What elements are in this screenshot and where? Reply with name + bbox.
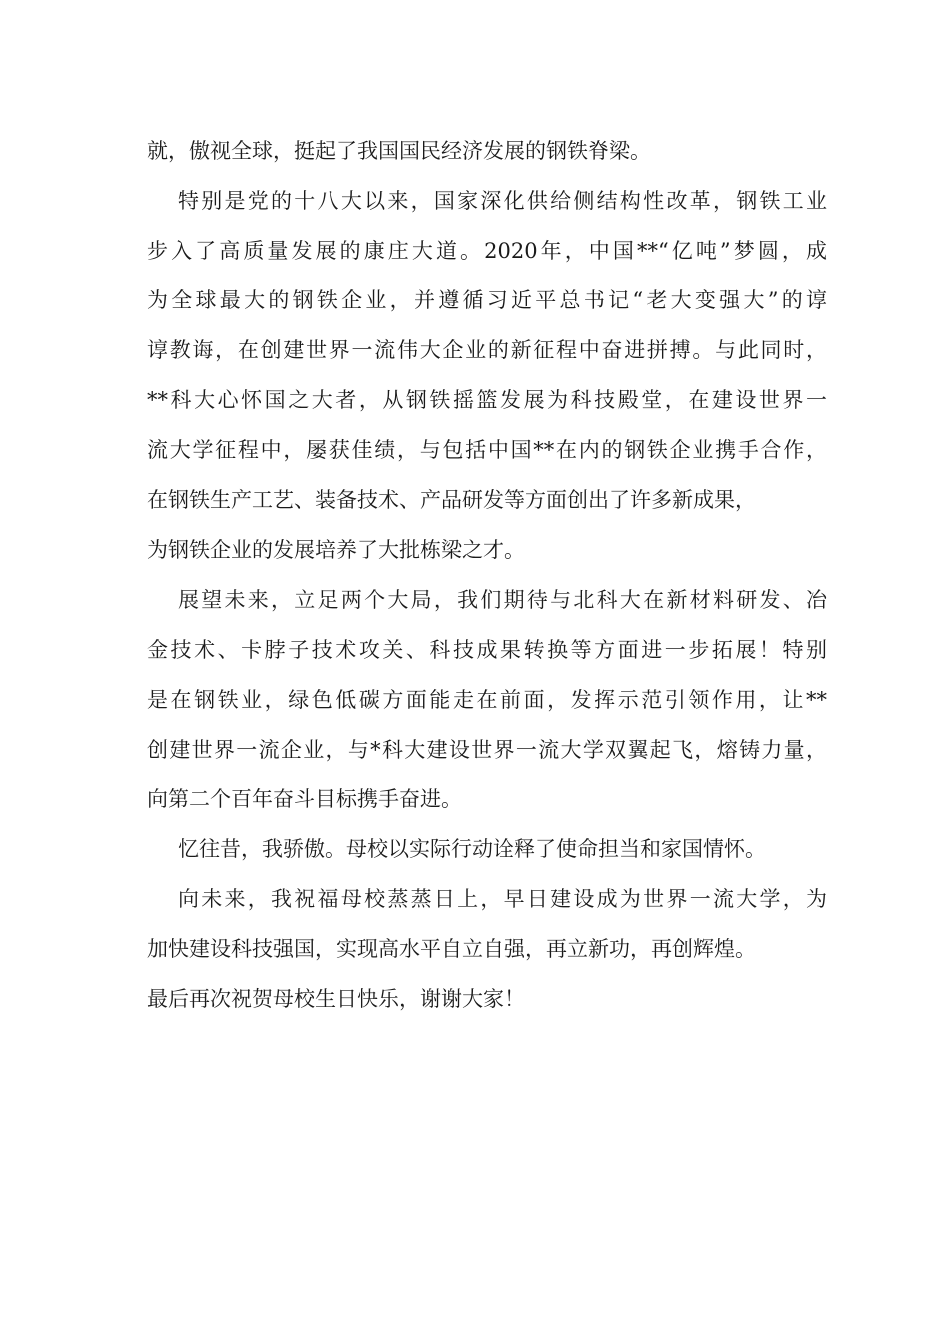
text-line-4: 为全球最大的钢铁企业，并遵循习近平总书记“老大变强大”的谆 <box>147 288 827 312</box>
text-line-9: 为钢铁企业的发展培养了大批栋梁之才。 <box>147 538 525 562</box>
text-line-18: 最后再次祝贺母校生日快乐，谢谢大家！ <box>147 987 525 1011</box>
text-line-12: 是在钢铁业，绿色低碳方面能走在前面，发挥示范引领作用，让** <box>147 688 827 712</box>
text-line-16: 向未来，我祝福母校蒸蒸日上，早日建设成为世界一流大学，为 <box>178 887 827 911</box>
text-line-2: 特别是党的十八大以来，国家深化供给侧结构性改革，钢铁工业 <box>178 189 827 213</box>
text-line-6: **科大心怀国之大者，从钢铁摇篮发展为科技殿堂，在建设世界一 <box>147 388 827 412</box>
text-line-13: 创建世界一流企业，与*科大建设世界一流大学双翼起飞，熔铸力量， <box>147 738 827 762</box>
text-line-3: 步入了高质量发展的康庄大道。2020年，中国**“亿吨”梦圆，成 <box>147 239 827 263</box>
text-line-11: 金技术、卡脖子技术攻关、科技成果转换等方面进一步拓展！特别 <box>147 638 827 662</box>
text-line-10: 展望未来，立足两个大局，我们期待与北科大在新材料研发、冶 <box>178 588 827 612</box>
text-line-7: 流大学征程中，屡获佳绩，与包括中国**在内的钢铁企业携手合作， <box>147 438 827 462</box>
text-line-5: 谆教诲，在创建世界一流伟大企业的新征程中奋进拼搏。与此同时， <box>147 338 827 362</box>
text-line-17: 加快建设科技强国，实现高水平自立自强，再立新功，再创辉煌。 <box>147 937 756 961</box>
text-line-8: 在钢铁生产工艺、装备技术、产品研发等方面创出了许多新成果， <box>147 488 756 512</box>
text-line-1: 就，傲视全球，挺起了我国国民经济发展的钢铁脊梁。 <box>147 139 651 163</box>
text-line-15: 忆往昔，我骄傲。母校以实际行动诠释了使命担当和家国情怀。 <box>178 837 766 861</box>
text-line-14: 向第二个百年奋斗目标携手奋进。 <box>147 787 462 811</box>
